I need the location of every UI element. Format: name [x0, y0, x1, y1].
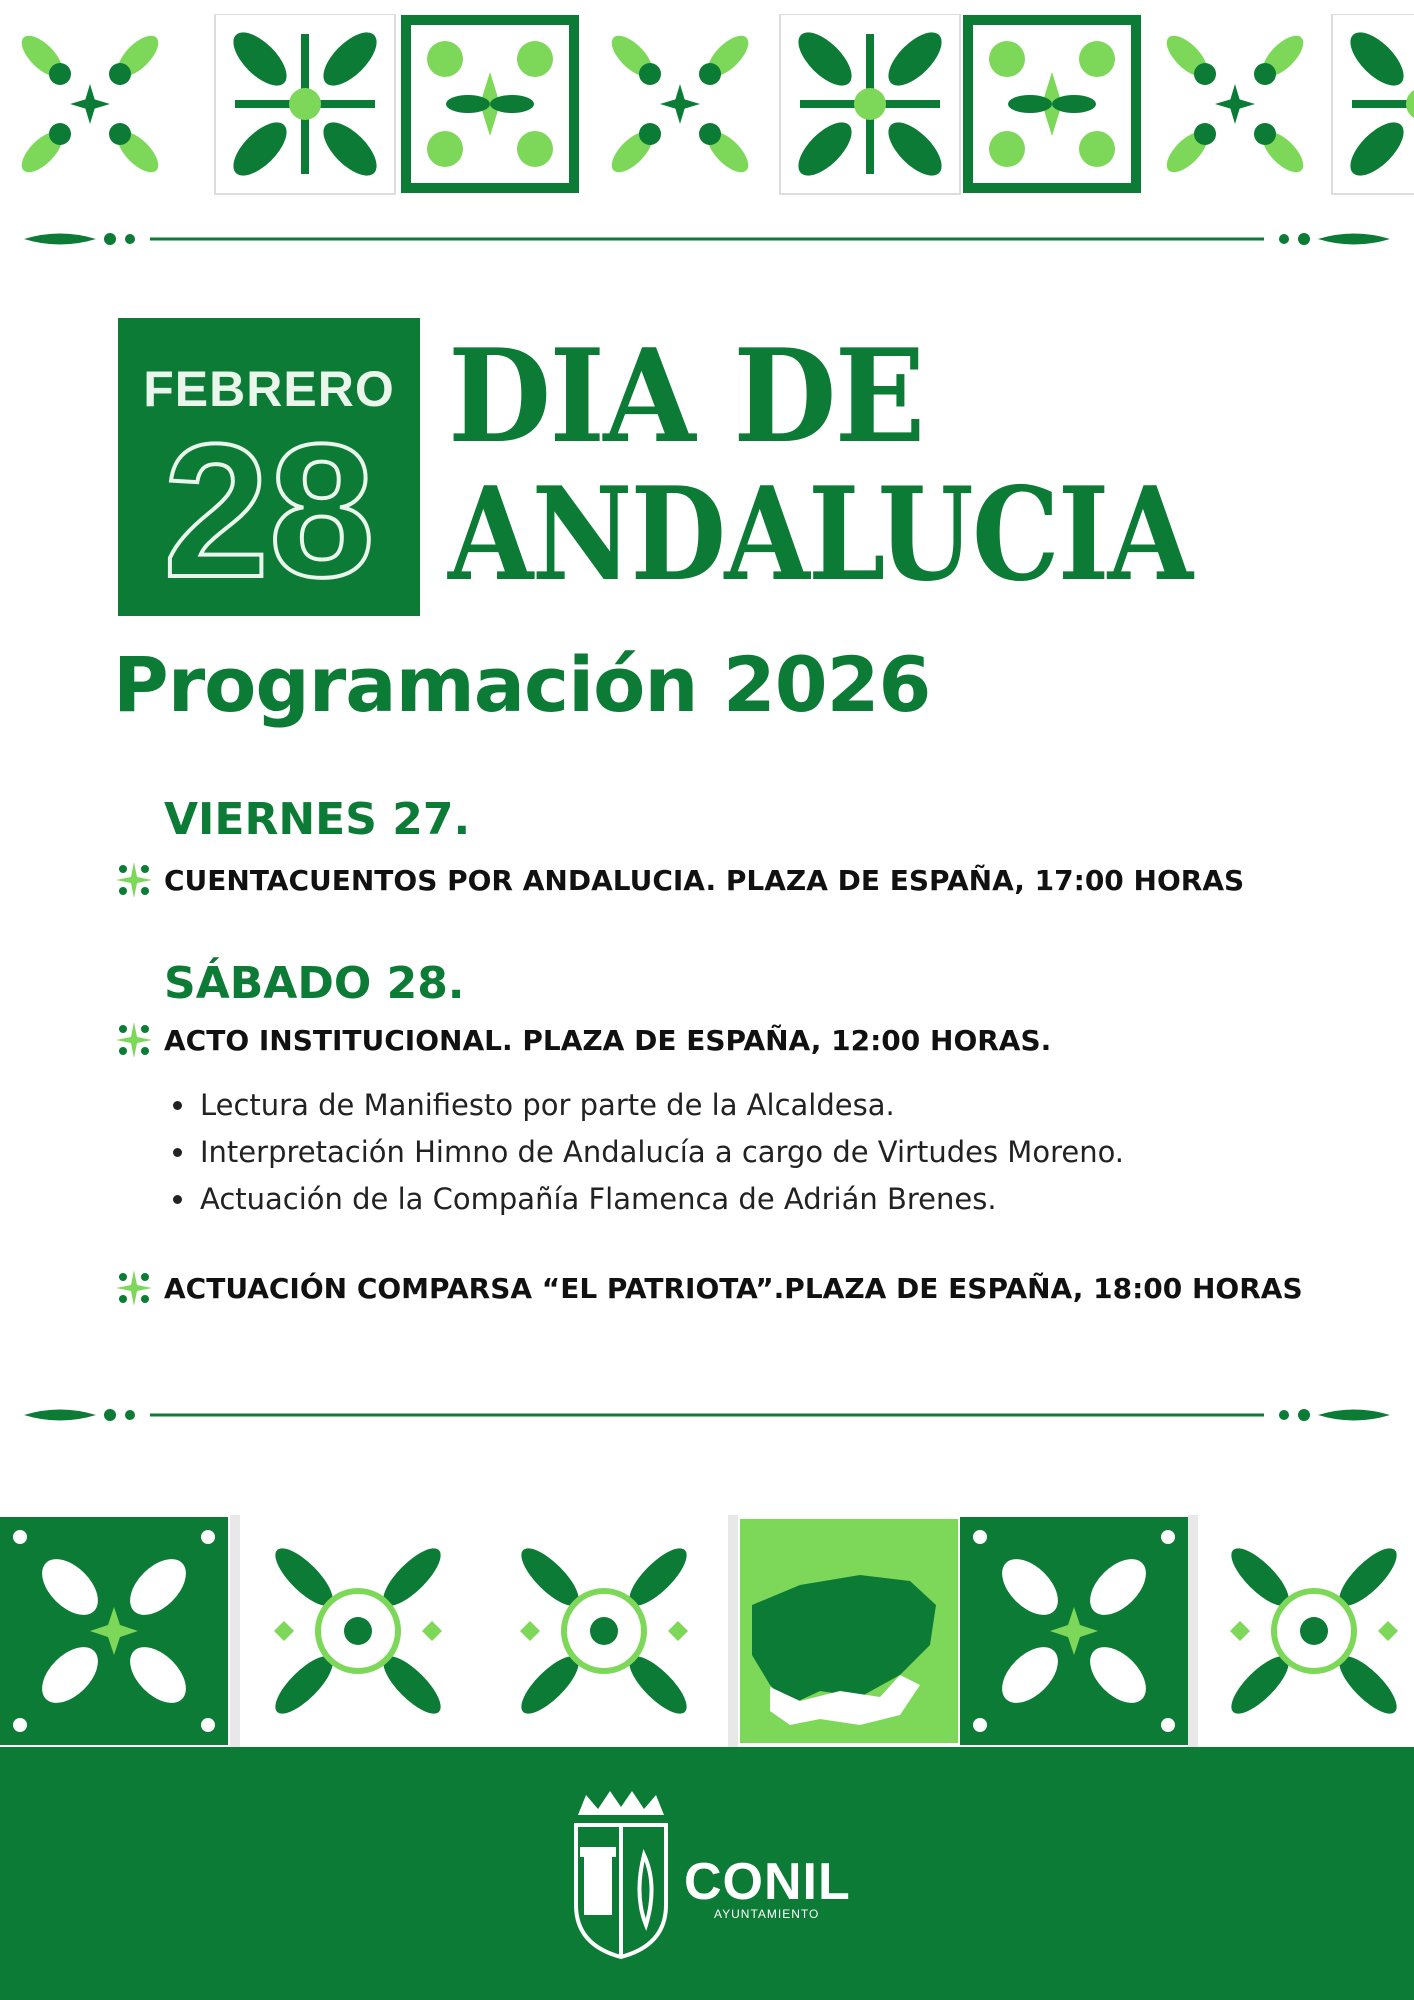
main-title-line1: DIA DE	[448, 322, 924, 472]
top-ornamental-divider	[0, 224, 1414, 254]
conil-crest-icon	[566, 1785, 676, 1961]
day-heading-friday: VIERNES 27.	[164, 794, 471, 845]
badge-month: FEBRERO	[143, 361, 395, 417]
event-text: ACTO INSTITUCIONAL. PLAZA DE ESPAÑA, 12:00 HORAS.	[164, 1023, 1052, 1057]
list-item: • Actuación de la Compañía Flamenca de Adrián Brenes.	[198, 1176, 1124, 1223]
list-item: • Interpretación Himno de Andalucía a cargo de Virtudes Moreno.	[198, 1129, 1124, 1176]
top-tile-strip	[0, 14, 1414, 204]
program-title: Programación 2026	[113, 640, 931, 729]
event-text: CUENTACUENTOS POR ANDALUCIA. PLAZA DE ESPAÑA, 17:00 HORAS	[164, 863, 1245, 897]
green-tile-star-icon	[112, 1266, 156, 1310]
event-detail-list	[160, 1082, 1124, 1223]
event-item	[112, 1018, 1051, 1062]
event-text: ACTUACIÓN COMPARSA “EL PATRIOTA”.PLAZA DE ESPAÑA, 18:00 HORAS	[164, 1271, 1303, 1305]
event-item	[112, 858, 1244, 902]
brand-name: CONIL	[684, 1853, 851, 1911]
andalusia-map-tile	[740, 1519, 958, 1743]
brand-subtitle: AYUNTAMIENTO	[714, 1907, 820, 1921]
list-item: • Lectura de Manifiesto por parte de la Alcaldesa.	[198, 1082, 1124, 1129]
event-item	[112, 1266, 1303, 1310]
bottom-tile-strip	[0, 1515, 1414, 1747]
svg-text:28: 28	[163, 416, 375, 596]
badge-day-number	[118, 416, 420, 596]
bottom-ornamental-divider	[0, 1400, 1414, 1430]
date-badge	[118, 318, 420, 616]
day-heading-saturday: SÁBADO 28.	[164, 958, 465, 1009]
green-tile-star-icon	[112, 1018, 156, 1062]
main-title-line2: ANDALUCIA	[448, 460, 1192, 610]
green-tile-star-icon	[112, 858, 156, 902]
